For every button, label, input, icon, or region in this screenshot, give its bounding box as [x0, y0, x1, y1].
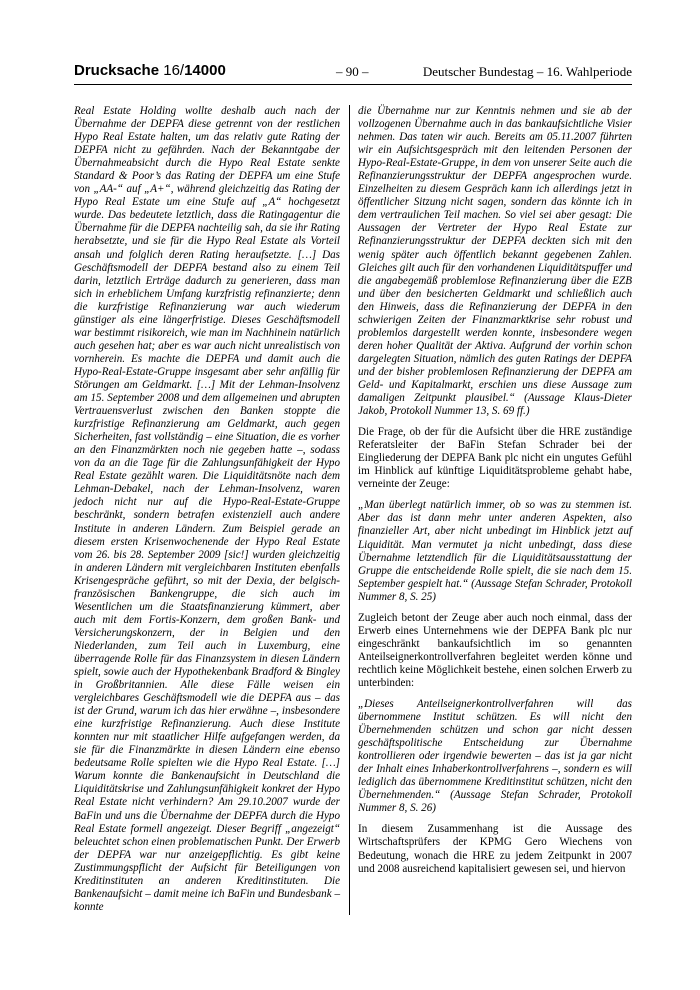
- quote-paragraph: „Dieses Anteilseignerkontrollverfahren will das übernommene Institut schützen. Es will nicht den Übernehmenden schützen und schon gar nicht dessen geschäftspolitische Entscheidung zur Übernahme kontrollieren oder irgendwie bewerten – das ist ja gar nicht der Inhalt eines Inhaberkontrollverfahrens –, sondern es will lediglich das übernommene Kreditinstitut schützen, nicht den Übernehmenden.“ (Aussage Stefan Schrader, Protokoll Nummer 8, S. 26): [358, 698, 632, 815]
- right-column: [358, 105, 632, 884]
- body-paragraph: Die Frage, ob der für die Aufsicht über die HRE zuständige Referatsleiter der BaFin Stefan Schrader bei der Eingliederung der DEPFA Bank plc nicht ein ungutes Gefühl im Hinblick auf künftige Liquiditätsprobleme gehabt habe, verneinte der Zeuge:: [358, 426, 632, 491]
- doc-number: 14000: [184, 62, 226, 79]
- body-paragraph: In diesem Zusammenhang ist die Aussage des Wirtschaftsprüfers der KPMG Gero Wiechens von Bedeutung, wonach die HRE zu jedem Zeitpunkt in 2007 und 2008 ausreichend kapitalisiert gewesen sei, und hiervon: [358, 823, 632, 875]
- left-column: [74, 105, 340, 922]
- doc-label: Drucksache: [74, 62, 160, 79]
- doc-number-prefix: 16/: [163, 62, 185, 79]
- publisher: Deutscher Bundestag – 16. Wahlperiode: [422, 64, 632, 79]
- page-number: – 90 –: [336, 64, 369, 79]
- column-divider: [349, 105, 350, 915]
- document-number: [74, 62, 226, 79]
- page-header: [74, 60, 632, 82]
- body-paragraph: Zugleich betont der Zeuge aber auch noch einmal, dass der Erwerb eines Unternehmens wie der DEPFA Bank plc nur eingeschränkt bankaufsichtlich im so genannten Anteilseignerkontrollverfahren begleitet werden könne und rechtlich keine Möglichkeit bestehe, einen solchen Erwerb zu unterbinden:: [358, 611, 632, 689]
- quote-paragraph: „Man überlegt natürlich immer, ob so was zu stemmen ist. Aber das ist dann mehr unter anderen Aspekten, also finanzieller Art, aber nicht unbedingt im Hinblick jetzt auf Liquidität. Man vermutet ja nicht unbedingt, dass diese Übernahme letztendlich für die Liquiditätsausstattung der Gruppe die entscheidende Rolle spielt, die sie nach dem 15. September gespielt hat.“ (Aussage Stefan Schrader, Protokoll Nummer 8, S. 25): [358, 499, 632, 603]
- quote-paragraph: die Übernahme nur zur Kenntnis nehmen und sie ab der vollzogenen Übernahme auch in das bankaufsichtliche Visier nehmen. Das taten wir auch. Bereits am 05.11.2007 führten wir ein Aufsichtsgespräch mit den leitenden Personen der Hypo-Real-Estate-Gruppe, in dem von unserer Seite auch die Refinanzierungsstruktur der DEPFA angesprochen wurde. Einzelheiten zu diesem Gespräch kann ich allerdings jetzt in öffentlicher Sitzung nicht sagen, sondern das könnte ich in dem vertraulichen Teil machen. So viel sei aber gesagt: Die Aussagen der Vertreter der Hypo Real Estate zur Refinanzierungsstruktur der DEPFA deckten sich mit den wenig später auch öffentlich bekannt gegebenen Zahlen. Gleiches gilt auch für den vorhandenen Liquiditätspuffer und die angabegemäß problemlose Refinanzierung über die EZB und über den besicherten Geldmarkt und schließlich auch den Hinweis, dass die Refinanzierung der DEPFA in den schwierigen Zeiten der Finanzmarktkrise sehr robust und problemlos dargestellt werden konnte, insbesondere wegen deren hoher Qualität der Aktiva. Aufgrund der vorhin schon dargelegten Situation, nämlich des guten Ratings der DEPFA und der bisher problemlosen Refinanzierung der DEPFA am Geld- und Kapitalmarkt, erschien uns diese Aussage zum damaligen Zeitpunkt plausibel.“ (Aussage Klaus-Dieter Jakob, Protokoll Nummer 13, S. 69 ff.): [358, 105, 632, 418]
- quote-paragraph: Real Estate Holding wollte deshalb auch nach der Übernahme der DEPFA diese getrennt von der restlichen Hypo Real Estate halten, um das relativ gute Rating der DEPFA nicht zu gefährden. Nach der Bekanntgabe der Übernahmeabsicht durch die Hypo Real Estate senkte Standard & Poor’s das Rating der DEPFA um eine Stufe von „AA-“ auf „A+“, während gleichzeitig das Rating der Hypo Real Estate um eine Stufe auf „A“ hochgesetzt wurde. Das bedeutete letztlich, dass die Ratingagentur die Übernahme für die DEPFA nachteilig sah, da sie ihr Rating herabsetzte, und sie für die Hypo Real Estate als Vorteil ansah und folglich deren Rating heraufsetzte. […] Das Geschäftsmodell der DEPFA bestand also zu einem Teil darin, letztlich Erträge dadurch zu generieren, dass man sich in erheblichem Umfang kurzfristig refinanzierte; denn die kurzfristige Refinanzierung war auch wiederum günstiger als eine längerfristige. Dieses Geschäftsmodell war bestimmt risikoreich, wie man im Nachhinein natürlich auch gesehen hat; aber es war auch nicht unrealistisch von vornherein. Es machte die DEPFA und damit auch die Hypo-Real-Estate-Gruppe insgesamt aber sehr anfällig für Störungen am Geldmarkt. […] Mit der Lehman-Insolvenz am 15. September 2008 und dem allgemeinen und abrupten Vertrauensverlust zwischen den Banken stoppte die kurzfristige Refinanzierung am Geldmarkt, auch gegen Sicherheiten, fast vollständig – eine Situation, die es vorher an den Finanzmärkten noch nie gegeben hatte –, sodass von da an die Tage für die Zahlungsunfähigkeit der Hypo Real Estate gezählt waren. Die Liquiditätsnöte nach dem Lehman-Debakel, nach der Lehman-Insolvenz, waren jedoch nicht nur auf die Hypo-Real-Estate-Gruppe beschränkt, sondern betrafen existenziell auch andere Institute in anderen Ländern. Zum Beispiel gerade an diesem ersten Krisenwochenende der Hypo Real Estate vom 26. bis 28. September 2009 [sic!] wurden gleichzeitig in anderen Ländern mit vergleichbaren Instituten ebenfalls Krisengespräche geführt, so mit der Dexia, der belgisch-französischen Bankengruppe, die sich auch im Wesentlichen um die Staatsfinanzierung kümmert, aber auch mit dem Fortis-Konzern, dem großen Bank- und Versicherungskonzern, der in Belgien und den Niederlanden, zum Teil auch in Luxemburg, eine überragende Rolle für das Finanzsystem in diesen Ländern spielt, sowie auch der Hypothekenbank Bradford & Bingley in Großbritannien. Alle diese Fälle weisen ein vergleichbares Geschäftsmodell wie die DEPFA aus – das ist der Grund, warum ich das hier erwähne –, insbesondere eine kurzfristige Refinanzierung. Auch diese Institute konnten nur mit staatlicher Hilfe aufgefangen werden, da sie für die Finanzmärkte in diesen Ländern eine ebenso bedeutsame Rolle spielten wie die Hypo Real Estate. […] Warum konnte die Bankenaufsicht in Deutschland die Liquiditätskrise und Zahlungsunfähigkeit konkret der Hypo Real Estate nicht verhindern? Am 29.10.2007 wurde der BaFin und uns die Übernahme der DEPFA durch die Hypo Real Estate formell angezeigt. Dieser Begriff „angezeigt“ beleuchtet schon einen problematischen Punkt. Der Erwerb der DEPFA war nur anzeigepflichtig. Es gibt keine Zustimmungspflicht der Aufsicht für Beteiligungen von Kreditinstituten an anderen Kreditinstituten. Die Bankenaufsicht – damit meine ich BaFin und Bundesbank – konnte: [74, 105, 340, 913]
- header-rule: [74, 84, 632, 85]
